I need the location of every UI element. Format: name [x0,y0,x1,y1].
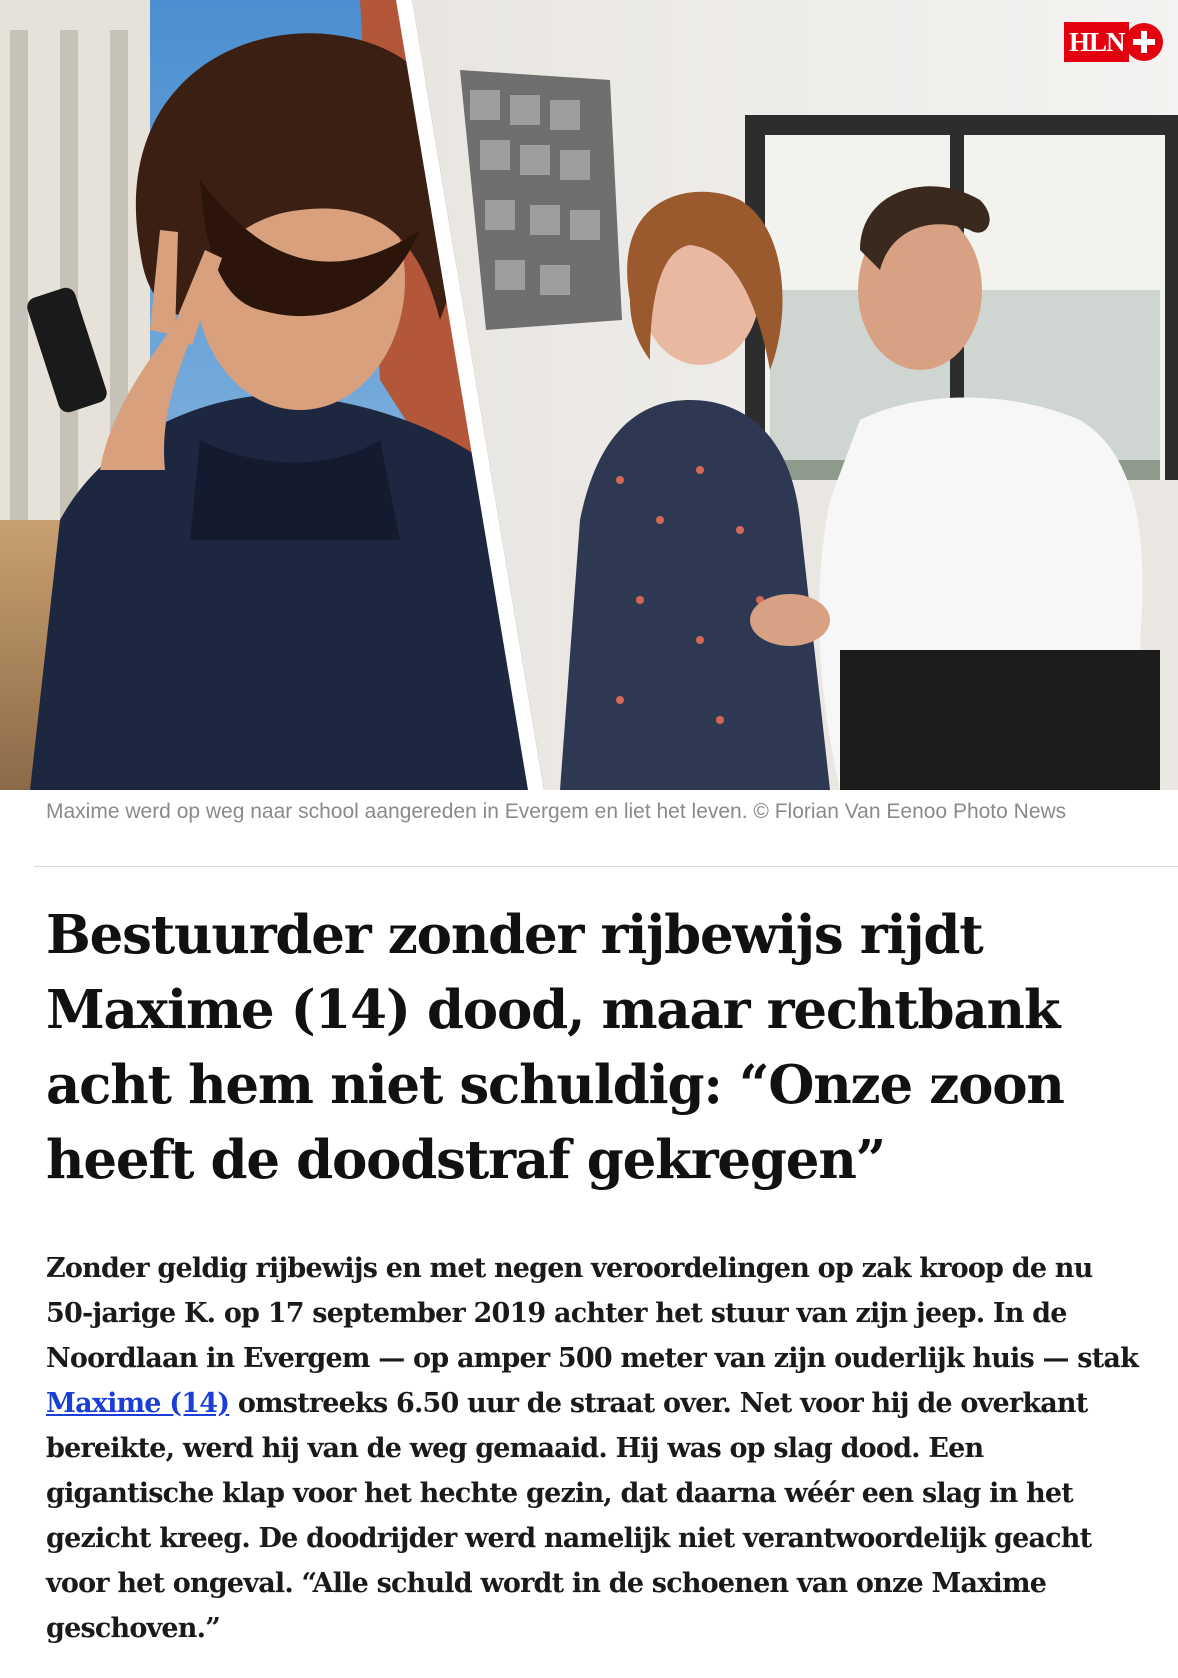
hln-logo-text: HLN [1064,22,1129,62]
caption-divider [34,866,1178,867]
lead-text-start: Zonder geldig rijbewijs en met negen veroordelingen op zak kroop de nu 50-jarige K. op 17 september 2019 achter het stuur van zijn jeep. In de Noordlaan in Evergem — op amper 500 meter van zijn ouderlijk huis — stak [46,1253,1138,1374]
article-lead [46,1246,1146,1651]
parents-living-room-photo [412,0,1178,790]
plus-icon [1125,23,1163,61]
article-headline: Bestuurder zonder rijbewijs rijdt Maxime (14) dood, maar rechtbank acht hem niet schuldig: “Onze zoon heeft de doodstraf gekregen” [46,904,1064,1191]
hln-plus-logo[interactable] [1064,22,1163,62]
lead-text-end: omstreeks 6.50 uur de straat over. Net voor hij de overkant bereikte, werd hij van de weg gemaaid. Hij was op slag dood. Een gigantische klap voor het hechte gezin, dat daarna wéér een slag in het gezicht kreeg. De doodrijder werd namelijk niet verantwoordelijk geacht voor het ongeval. “Alle schuld wordt in de schoenen van onze Maxime geschoven.” [46,1388,1092,1644]
maxime-link[interactable]: Maxime (14) [46,1388,230,1419]
hero-image [0,0,1178,790]
photo-caption: Maxime werd op weg naar school aangereden in Evergem en liet het leven. © Florian Van Eenoo Photo News [46,800,1067,823]
